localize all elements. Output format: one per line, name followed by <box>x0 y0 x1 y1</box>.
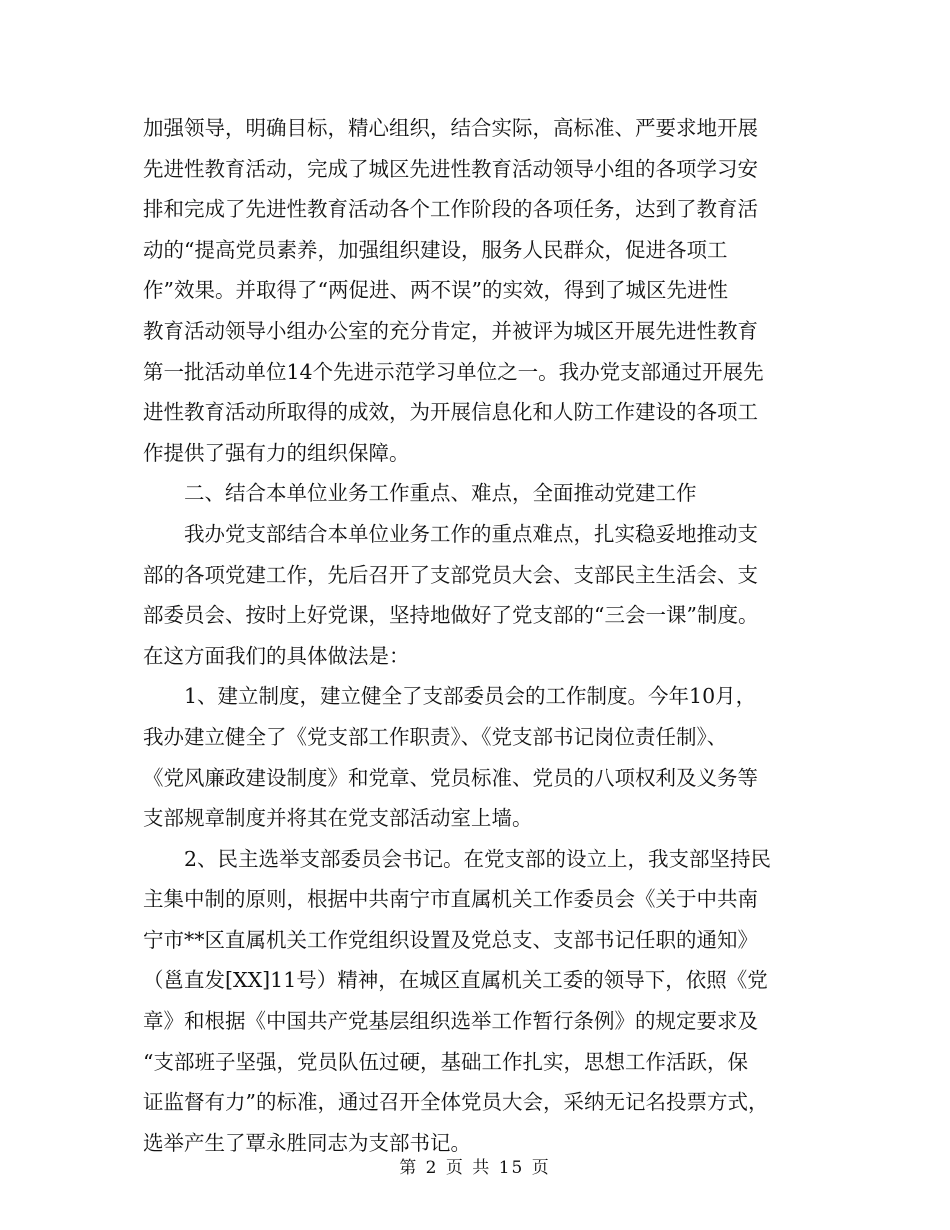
text-line: 我办建立健全了《党支部工作职责》、《党支部书记岗位责任制》、 <box>143 724 728 749</box>
text-line: 支部规章制度并将其在党支部活动室上墙。 <box>143 806 533 831</box>
text-line: （邕直发[XX]11号）精神，在城区直属机关工委的领导下，依照《党 <box>143 968 768 993</box>
text-line: 进性教育活动所取得的成效，为开展信息化和人防工作建设的各项工 <box>143 400 758 425</box>
page-number-footer: 第 2 页 共 15 页 <box>399 1158 551 1178</box>
text-line: 作提供了强有力的组织保障。 <box>143 440 410 465</box>
text-line: 部委员会、按时上好党课，坚持地做好了党支部的“三会一课”制度。 <box>143 603 759 628</box>
text-line: 选举产生了覃永胜同志为支部书记。 <box>143 1130 471 1155</box>
text-line: 第一批活动单位14个先进示范学习单位之一。我办党支部通过开展先 <box>143 359 764 384</box>
text-line: 教育活动领导小组办公室的充分肯定，并被评为城区开展先进性教育 <box>143 318 758 343</box>
text-line: 主集中制的原则，根据中共南宁市直属机关工作委员会《关于中共南 <box>143 887 758 912</box>
text-line: 先进性教育活动，完成了城区先进性教育活动领导小组的各项学习安 <box>143 156 758 181</box>
text-line: 在这方面我们的具体做法是： <box>143 643 410 668</box>
text-line: 作”效果。并取得了“两促进、两不误”的实效，得到了城区先进性 <box>143 278 728 303</box>
text-line: 加强领导，明确目标，精心组织，结合实际，高标准、严要求地开展 <box>143 116 758 140</box>
text-line: 章》和根据《中国共产党基层组织选举工作暂行条例》的规定要求及 <box>143 1009 758 1034</box>
text-line: 我办党支部结合本单位业务工作的重点难点，扎实稳妥地推动支 <box>184 521 758 546</box>
text-line: 《党风廉政建设制度》和党章、党员标准、党员的八项权利及义务等 <box>143 765 758 790</box>
section-heading: 二、结合本单位业务工作重点、难点，全面推动党建工作 <box>184 481 697 506</box>
document-body <box>143 108 813 1163</box>
text-line: 动的“提高党员素养，加强组织建设，服务人民群众，促进各项工 <box>143 237 728 262</box>
text-line: 证监督有力”的标准，通过召开全体党员大会，采纳无记名投票方式， <box>143 1090 769 1115</box>
text-line: “支部班子坚强，党员队伍过硬，基础工作扎实，思想工作活跃，保 <box>143 1049 748 1074</box>
text-line: 宁市**区直属机关工作党组织设置及党总支、支部书记任职的通知》 <box>143 927 758 952</box>
text-line: 2、民主选举支部委员会书记。在党支部的设立上，我支部坚持民 <box>184 846 772 871</box>
text-line: 排和完成了先进性教育活动各个工作阶段的各项任务，达到了教育活 <box>143 197 758 222</box>
text-line: 1、建立制度，建立健全了支部委员会的工作制度。今年10月， <box>184 684 757 709</box>
text-line: 部的各项党建工作，先后召开了支部党员大会、支部民主生活会、支 <box>143 562 758 587</box>
